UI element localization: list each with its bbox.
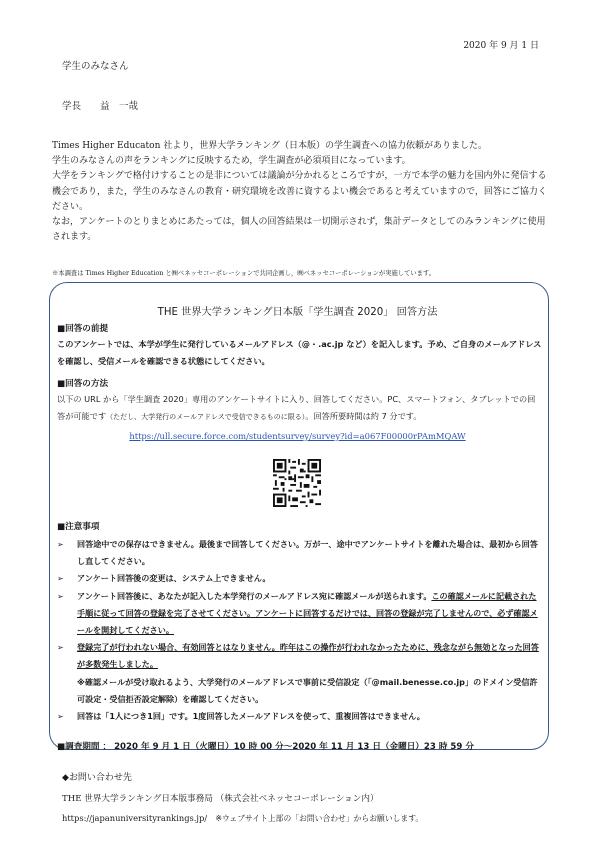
mail-setting-note: ※確認メールが受け取れるよう、大学発行のメールアドレスで事前に受信設定（「@mail.benesse.co.jp」のドメイン受信許可設定・受信拒否設定解除）を確認してください。 bbox=[77, 676, 538, 704]
list-item bbox=[57, 536, 544, 570]
body-paragraph: Times Higher Educaton 社より，世界大学ランキング（日本版）の学生調査への協力依頼がありました。 bbox=[52, 141, 487, 151]
cautions-list bbox=[57, 536, 544, 725]
item-text: 回答は「1人につき1回」です。1度回答したメールアドレスを使って、重複回答はできません。 bbox=[77, 711, 425, 722]
underlined-text: この確認メールに記載された手順に従って回答の登録を完了させてください。 bbox=[77, 590, 537, 618]
sender: 学長 益 一哉 bbox=[62, 101, 139, 112]
method-heading: ■回答の方法 bbox=[57, 379, 109, 389]
box-title: THE 世界大学ランキング日本版「学生調査 2020」 回答方法 bbox=[157, 307, 438, 318]
underlined-text: 登録完了が行われない場合、有効回答とはなりません。 bbox=[77, 642, 280, 653]
item-text: アンケート回答後の変更は、システム上できません。 bbox=[77, 573, 271, 584]
method-text-main: 以下の URL から「学生調査 2020」専用のアンケートサイトに入り、回答してください。PC、スマートフォン、タブレットでの回答が可能です bbox=[57, 394, 536, 421]
arrow-bullet-icon: ➢ bbox=[57, 643, 64, 653]
survey-link[interactable]: https://ull.secure.force.com/studentsurvey/survey?id=a067F00000rPAmMQAW bbox=[129, 431, 466, 441]
item-text bbox=[77, 588, 544, 640]
letter-body bbox=[52, 139, 547, 245]
list-item bbox=[57, 570, 544, 587]
method-text-condition: （ただし、大学発行のメールアドレスで受信できるものに限る） bbox=[106, 413, 306, 421]
contact-office: THE 世界大学ランキング日本版事務局 （株式会社ベネッセコーポレーション内） bbox=[62, 794, 379, 804]
underlined-text: アンケートに回答するだけでは、回答の登録が完了しませんので、必ず確認メールを開封してください。 bbox=[77, 607, 538, 636]
cautions-heading: ■注意事項 bbox=[57, 522, 100, 532]
premise-heading: ■回答の前提 bbox=[57, 324, 109, 334]
underlined-text: 昨年はこの操作が行われなかったために、残念ながら無効となった回答が多数発生しました。 bbox=[77, 642, 539, 670]
list-item bbox=[57, 639, 544, 673]
addressee: 学生のみなさん bbox=[62, 61, 129, 72]
qr-code-image bbox=[273, 459, 321, 507]
arrow-bullet-icon: ➢ bbox=[57, 540, 64, 549]
arrow-bullet-icon: ➢ bbox=[57, 591, 64, 601]
contact-website-link[interactable]: https://japanuniversityrankings.jp/ bbox=[62, 813, 208, 823]
method-text bbox=[57, 391, 542, 426]
item-text: 回答途中での保存はできません。最後まで回答してください。万が一、途中でアンケートサイトを離れた場合は、最初から回答し直してください。 bbox=[77, 539, 538, 567]
survey-note: ※本調査は Times Higher Education と㈱ベネッセコーポレーションで共同企画し，㈱ベネッセコーポレーションが実施しています。 bbox=[52, 270, 436, 277]
method-text-time: 。回答所要時間は約 7 分です。 bbox=[305, 411, 422, 421]
item-text-part: アンケート回答後に、あなたが記入した本学発行のメールアドレス宛に確認メールが送られます。 bbox=[77, 590, 432, 601]
survey-period: ■調査期間 ： 2020 年 9 月 1 日（火曜日）10 時 00 分～2020 年 11 月 13 日（金曜日）23 時 59 分 bbox=[57, 742, 474, 752]
arrow-bullet-icon: ➢ bbox=[57, 574, 64, 584]
contact-heading: ◆お問い合わせ先 bbox=[62, 773, 132, 783]
body-paragraph: 大学をランキングで格付けすることの是非については議論が分かれるところですが，一方で本学の魅力を国内外に発信する機会であり，また，学生のみなさんの教育・研究環境を改善に資するよい機会であると考えていますので，回答にご協力ください。 bbox=[52, 171, 547, 212]
body-paragraph: 学生のみなさんの声をランキングに反映するため，学生調査が必須項目になっています。 bbox=[52, 156, 411, 167]
letter-date: 2020 年 9 月 1 日 bbox=[463, 41, 539, 51]
contact-website-note: ※ウェブサイト上部の「お問い合わせ」からお願いします。 bbox=[215, 814, 424, 823]
arrow-bullet-icon: ➢ bbox=[57, 712, 64, 722]
item-text bbox=[77, 639, 544, 673]
body-paragraph: なお，アンケートのとりまとめにあたっては，個人の回答結果は一切開示されず，集計データとしてのみランキングに使用されます。 bbox=[52, 217, 546, 243]
list-item bbox=[57, 588, 544, 640]
list-item bbox=[57, 708, 544, 725]
premise-text: このアンケートでは、本学が学生に発行しているメールアドレス（@・.ac.jp など）を記入します。予め、ご自身のメールアドレスを確認し、受信メールを確認できる状態にしてください。 bbox=[57, 339, 542, 366]
survey-url[interactable] bbox=[0, 431, 595, 441]
contact-website-line bbox=[62, 812, 423, 824]
